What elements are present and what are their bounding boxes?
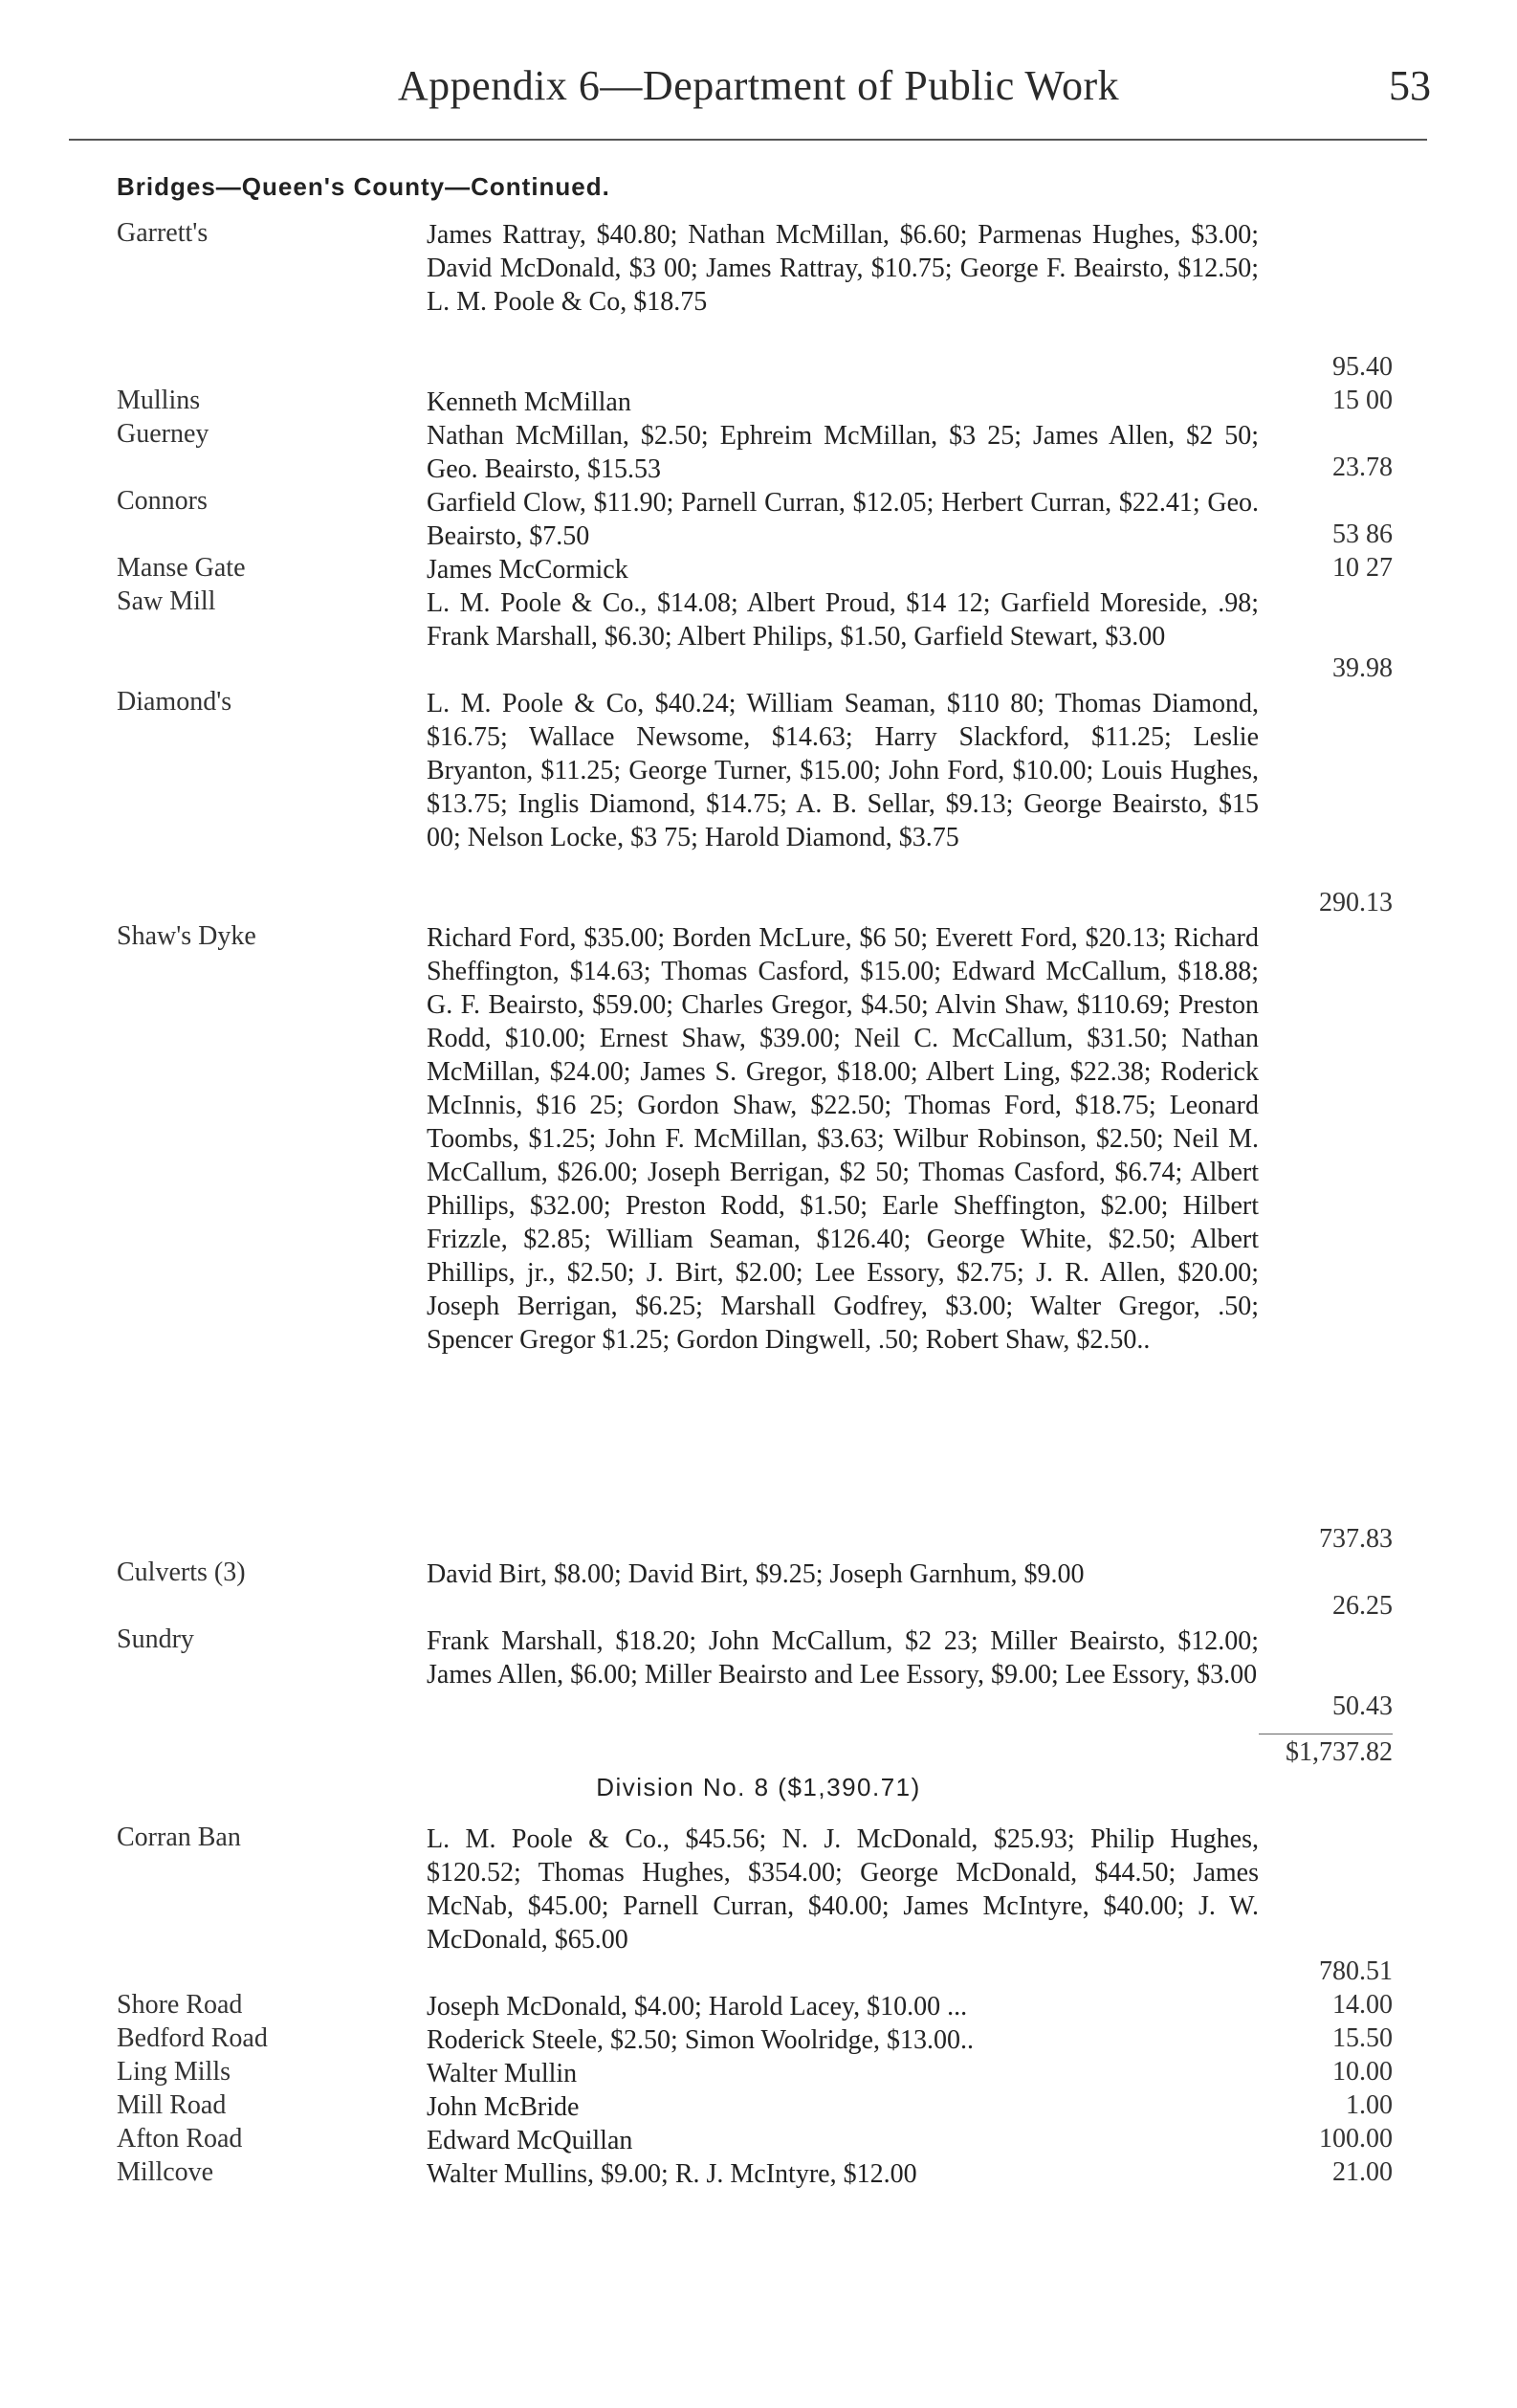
- entry-amount: 23.78: [1332, 453, 1393, 482]
- entry-text: Walter Mullins, $9.00; R. J. McIntyre, $12.00: [427, 2159, 917, 2189]
- entry-amount: 50.43: [1332, 1691, 1393, 1721]
- entry-place: Sundry: [117, 1624, 194, 1654]
- entry-text: Garfield Clow, $11.90; Parnell Curran, $12.05; Herbert Curran, $22.41; Geo. Beairsto, $7.50: [427, 488, 1259, 551]
- entry-text: Roderick Steele, $2.50; Simon Woolridge, $13.00..: [427, 2025, 974, 2055]
- header-rule: [69, 139, 1427, 141]
- entry-place: Manse Gate: [117, 553, 246, 583]
- entry-place: Guerney: [117, 419, 209, 449]
- entry-place: Culverts (3): [117, 1557, 246, 1587]
- entry-place: Diamond's: [117, 687, 232, 717]
- entry-amount: 14.00: [1332, 1990, 1393, 2020]
- page-title: Appendix 6—Department of Public Work: [397, 62, 1120, 109]
- entry-amount: 39.98: [1332, 653, 1393, 683]
- entry-text: James McCormick: [427, 555, 628, 585]
- entry-text: L. M. Poole & Co, $40.24; William Seaman, $110 80; Thomas Diamond, $16.75; Wallace Newsome, $14.63; Harry Slackford, $11.25; Leslie Bryanton, $11.25; George Turner, $15.00; John Ford, $10.00; Louis Hughes, $13.75; Inglis Diamond, $14.75; A. B. Sellar, $9.13; George Beairsto, $15 00; Nelson Locke, $3 75; Harold Diamond, $3.75: [427, 689, 1259, 852]
- entry-amount: 15.50: [1332, 2023, 1393, 2053]
- entry-place: Garrett's: [117, 218, 209, 248]
- section-title: Bridges—Queen's County—Continued.: [117, 172, 610, 201]
- entry-amount: 10 27: [1332, 553, 1393, 583]
- entry-amount: 21.00: [1332, 2157, 1393, 2187]
- entry-place: Saw Mill: [117, 586, 216, 616]
- entry-place: Afton Road: [117, 2124, 243, 2154]
- entry-text: L. M. Poole & Co., $45.56; N. J. McDonald, $25.93; Philip Hughes, $120.52; Thomas Hughes, $354.00; George McDonald, $44.50; James McNab, $45.00; Parnell Curran, $40.00; James McIntyre, $40.00; J. W. McDonald, $65.00: [427, 1824, 1259, 1955]
- entry-text: Nathan McMillan, $2.50; Ephreim McMillan, $3 25; James Allen, $2 50; Geo. Beairsto, $15.53: [427, 421, 1259, 484]
- entry-place: Ling Mills: [117, 2057, 231, 2087]
- entry-text: Edward McQuillan: [427, 2126, 633, 2155]
- entry-place: Shaw's Dyke: [117, 921, 256, 951]
- entry-amount: 780.51: [1319, 1956, 1393, 1986]
- page-number: 53: [1389, 62, 1431, 109]
- entry-text: Kenneth McMillan: [427, 387, 631, 417]
- entry-text: Joseph McDonald, $4.00; Harold Lacey, $10.00 ...: [427, 1992, 968, 2021]
- entry-amount: 10.00: [1332, 2057, 1393, 2087]
- division-title: Division No. 8 ($1,390.71): [596, 1773, 921, 1801]
- entry-place: Mill Road: [117, 2090, 227, 2120]
- entry-amount: 100.00: [1319, 2124, 1393, 2154]
- entry-place: Mullins: [117, 386, 201, 415]
- entry-text: Richard Ford, $35.00; Borden McLure, $6 50; Everett Ford, $20.13; Richard Sheffington, $14.63; Thomas Casford, $15.00; Edward McCallum, $18.88; G. F. Beairsto, $59.00; Charles Gregor, $4.50; Alvin Shaw, $110.69; Preston Rodd, $10.00; Ernest Shaw, $39.00; Neil C. McCallum, $31.50; Nathan McMillan, $24.00; James S. Gregor, $18.00; Albert Ling, $22.38; Roderick McInnis, $16 25; Gordon Shaw, $22.50; Thomas Ford, $18.75; Leonard Toombs, $1.25; John F. McMillan, $3.63; Wilbur Robinson, $2.50; Neil M. McCallum, $26.00; Joseph Berrigan, $2 50; Thomas Casford, $6.74; Albert Phillips, $32.00; Preston Rodd, $1.50; Earle Sheffington, $2.00; Hilbert Frizzle, $2.85; William Seaman, $126.40; George White, $2.50; Albert Phillips, jr., $2.50; J. Birt, $2.00; Lee Essory, $2.75; J. R. Allen, $20.00; Joseph Berrigan, $6.25; Marshall Godfrey, $3.00; Walter Gregor, .50; Spencer Gregor $1.25; Gordon Dingwell, .50; Robert Shaw, $2.50..: [427, 923, 1259, 1355]
- entry-amount: 53 86: [1332, 519, 1393, 549]
- section-total: $1,737.82: [1286, 1737, 1393, 1767]
- entry-place: Bedford Road: [117, 2023, 268, 2053]
- page-header: [0, 55, 1517, 122]
- entry-text: Frank Marshall, $18.20; John McCallum, $2 23; Miller Beairsto, $12.00; James Allen, $6.00; Miller Beairsto and Lee Essory, $9.00; Lee Essory, $3.00: [427, 1626, 1259, 1690]
- entry-text: Walter Mullin: [427, 2059, 578, 2088]
- entry-place: Millcove: [117, 2157, 214, 2187]
- entry-amount: 26.25: [1332, 1591, 1393, 1621]
- entry-text: John McBride: [427, 2092, 580, 2122]
- entry-amount: 1.00: [1346, 2090, 1393, 2120]
- entry-place: Corran Ban: [117, 1823, 241, 1852]
- entry-amount: 737.83: [1319, 1524, 1393, 1554]
- entry-amount: 95.40: [1332, 352, 1393, 382]
- entry-text: L. M. Poole & Co., $14.08; Albert Proud, $14 12; Garfield Moreside, .98; Frank Marshall, $6.30; Albert Philips, $1.50, Garfield Stewart, $3.00: [427, 588, 1259, 652]
- entry-text: James Rattray, $40.80; Nathan McMillan, $6.60; Parmenas Hughes, $3.00; David McDonald, $3 00; James Rattray, $10.75; George F. Beairsto, $12.50; L. M. Poole & Co, $18.75: [427, 220, 1259, 317]
- entry-amount: 15 00: [1332, 386, 1393, 415]
- entry-text: David Birt, $8.00; David Birt, $9.25; Joseph Garnhum, $9.00: [427, 1559, 1085, 1589]
- entry-amount: 290.13: [1319, 888, 1393, 917]
- entry-place: Connors: [117, 486, 208, 516]
- entry-place: Shore Road: [117, 1990, 243, 2020]
